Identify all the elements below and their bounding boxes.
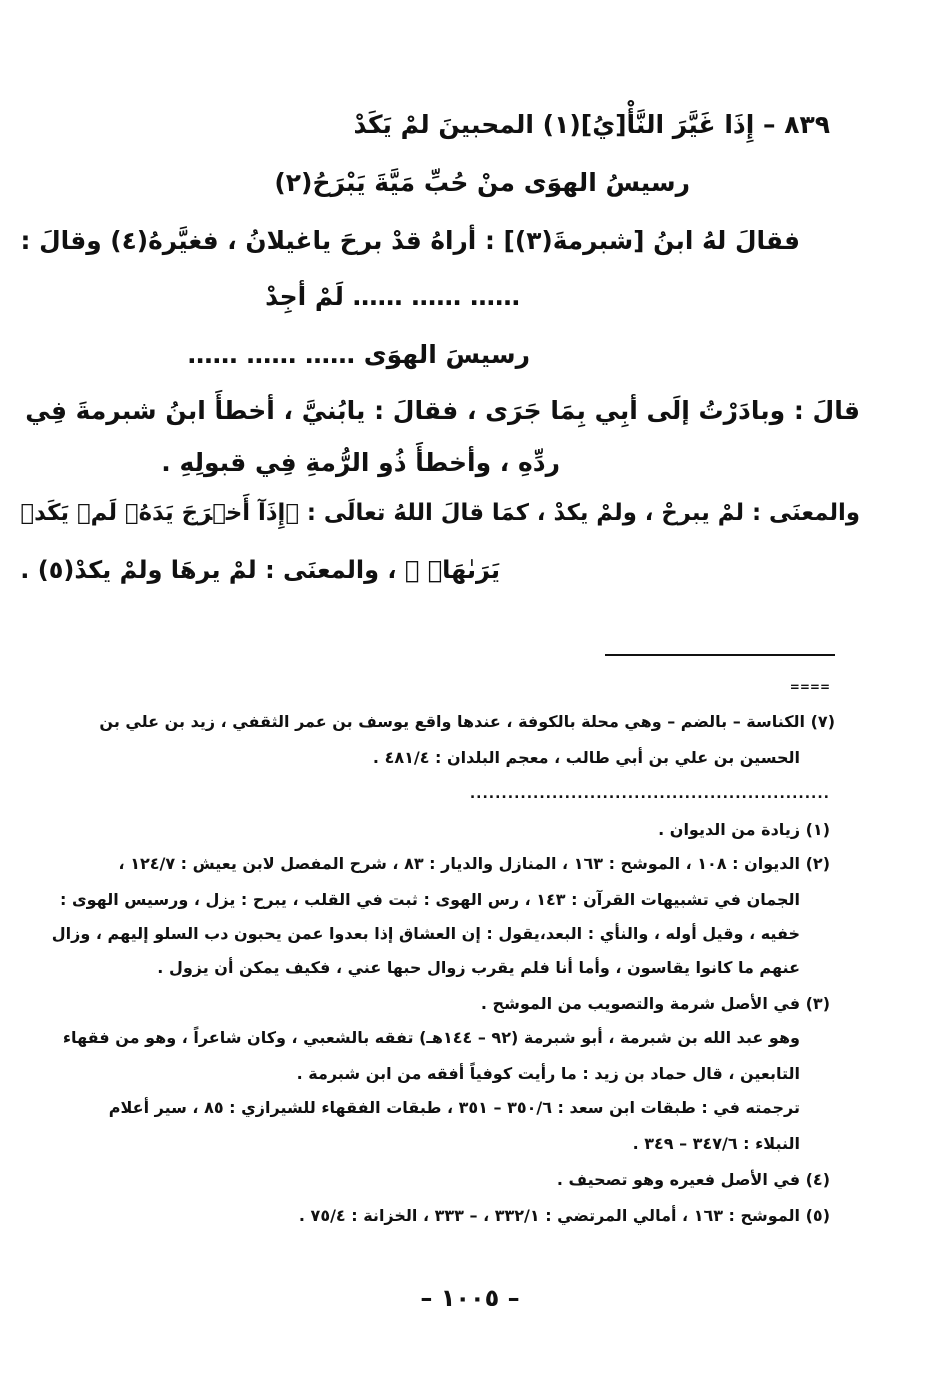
footnote-3-line-5: النبلاء : ٣٤٧/٦ – ٣٤٩ . xyxy=(632,1134,800,1153)
text-line-8: والمعنَى : لمْ يبرحْ ، ولمْ يكدْ ، كمَا قالَ اللهُ تعالَى : ﴿إِذَآ أَخۡرَجَ يَدَهُۥ لَمۡ يَكَدۡ xyxy=(20,500,860,526)
footnote-4: (٤) في الأصل فعيره وهو تصحيف . xyxy=(556,1170,830,1189)
previous-footnote-line-1: (٧) الكناسة – بالضم – وهي محلة بالكوفة ، عندها واقع يوسف بن عمر الثقفي ، زيد بن علي بن xyxy=(99,712,835,731)
footnote-2-line-1: (٢) الديوان : ١٠٨ ، الموشح : ١٦٣ ، المنازل والديار : ٨٣ ، شرح المفصل لابن يعيش : ١٢٤/٧ ، xyxy=(118,854,830,873)
text-line-9: يَرَىٰهَاۗ ﴾ ، والمعنَى : لمْ يرهَا ولمْ يكدْ(٥) . xyxy=(20,556,500,584)
verse-line-4: …… …… …… لَمْ أجِدْ xyxy=(265,282,520,311)
dotted-separator: ......................................................... xyxy=(469,786,830,802)
footnote-3-line-1: (٣) في الأصل شرمة والتصويب من الموشح . xyxy=(480,994,830,1013)
previous-footnote-line-2: الحسين بن علي بن أبي طالب ، معجم البلدان : ٤٨١/٤ . xyxy=(372,748,800,767)
footnote-2-line-2: الجمان في تشبيهات القرآن : ١٤٣ ، رس الهوى : ثبت في القلب ، يبرح : يزل ، ورسيس الهوى : xyxy=(59,890,800,909)
footnote-5: (٥) الموشح : ١٦٣ ، أمالي المرتضي : ٣٣٢/١ ، – ٣٣٣ ، الخزانة : ٧٥/٤ . xyxy=(298,1206,830,1225)
footnote-separator xyxy=(605,654,835,656)
footnote-3-line-4: ترجمته في : طبقات ابن سعد : ٣٥٠/٦ – ٣٥١ ، طبقات الفقهاء للشيرازي : ٨٥ ، سير أعلام xyxy=(108,1098,800,1117)
text-line-7: ردِّهِ ، وأخطأَ ذُو الرُّمةِ فِي قبولِهِ . xyxy=(161,448,560,477)
footnote-2-line-3: خفيه ، وقيل أوله ، والنأي : البعد،يقول : إن العشاق إذا بعدوا عمن يحبون دب السلو إليهم ، وزال xyxy=(51,924,800,943)
text-line-6: قالَ : وبادَرْتُ إلَى أبِي بِمَا جَرَى ، فقالَ : يابُنيَّ ، أخطأَ ابنُ شبرمةَ فِي xyxy=(25,396,860,425)
verse-line-1: ٨٣٩ – إِذَا غَيَّرَ النَّأْ[يُ](١) المحبينَ لمْ يَكَدْ xyxy=(353,110,830,139)
page-number: – ١٠٠٥ – xyxy=(420,1284,520,1312)
footnote-1: (١) زيادة من الديوان . xyxy=(658,820,830,839)
footnote-2-line-4: عنهم ما كانوا يقاسون ، وأما أنا فلم يقرب زوال حبها عني ، فكيف يمكن أن يزول . xyxy=(157,958,800,977)
previous-footnote-mark: ==== xyxy=(789,680,830,694)
footnote-3-line-2: وهو عبد الله بن شبرمة ، أبو شبرمة (٩٢ – ١٤٤هـ) تفقه بالشعبي ، وكان شاعراً ، وهو من فقهاء xyxy=(62,1028,800,1047)
footnote-3-line-3: التابعين ، قال حماد بن زيد : ما رأيت كوفياً أفقه من ابن شبرمة . xyxy=(296,1064,800,1083)
text-line-3: فقالَ لهُ ابنُ [شبرمةَ(٣)] : أراهُ قدْ برحَ ياغيلانُ ، فغيَّرهُ(٤) وقالَ : xyxy=(20,226,800,255)
verse-line-2: رسيسُ الهوَى منْ حُبِّ مَيَّةَ يَبْرَحُ(٢) xyxy=(274,168,690,197)
verse-line-5: رسيسَ الهوَى …… …… …… xyxy=(187,340,530,369)
